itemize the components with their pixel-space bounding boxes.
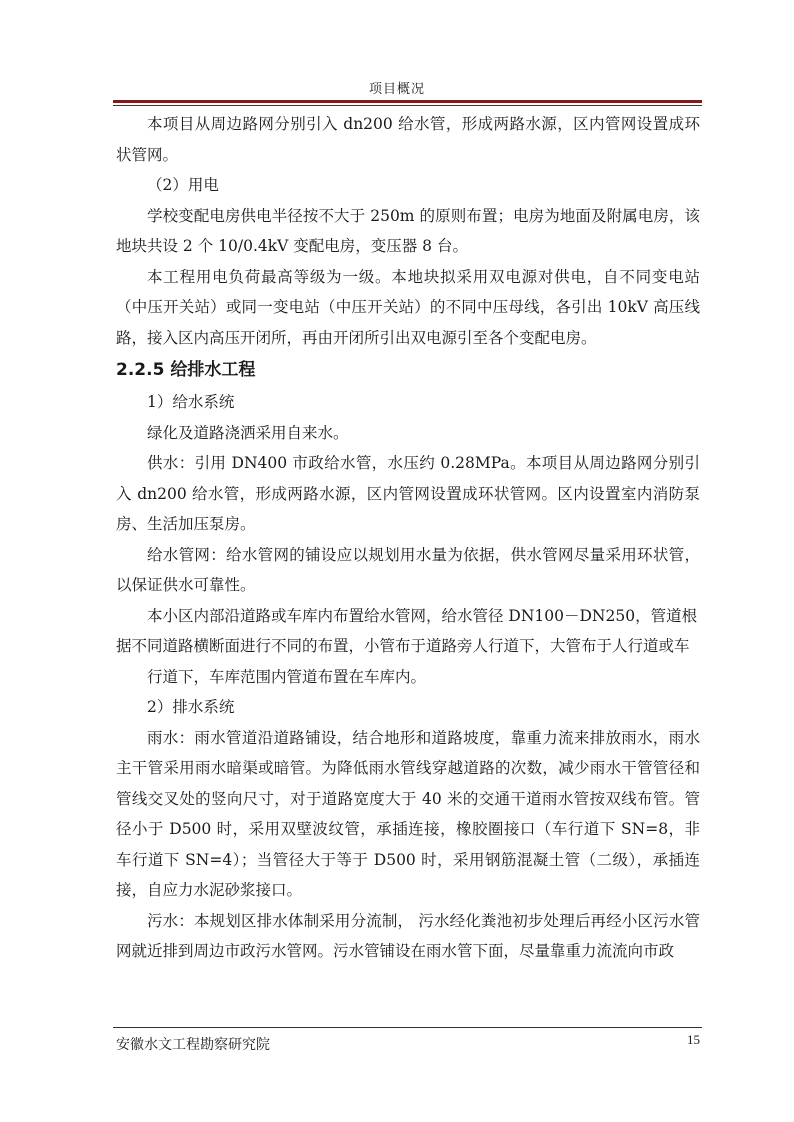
header-rule-thin — [113, 105, 702, 106]
subsection-label: 2）排水系统 — [147, 698, 235, 716]
footer-rule — [113, 1027, 702, 1028]
subsection-label: （2）用电 — [147, 176, 219, 194]
header-rule-thick — [113, 100, 702, 103]
paragraph: 给水管网：给水管网的铺设应以规划用水量为依据，供水管网尽量采用环状管，以保证供水可靠性。 — [116, 545, 700, 594]
paragraph: 供水：引用 DN400 市政给水管，水压约 0.28MPa。本项目从周边路网分别引入 dn200 给水管，形成两路水源，区内管网设置成环状管网。区内设置室内消防泵房、生活加压泵房。 — [116, 454, 700, 533]
subsection-label: 1）给水系统 — [147, 393, 235, 411]
paragraph: 本工程用电负荷最高等级为一级。本地块拟采用双电源对供电，自不同变电站（中压开关站）或同一变电站（中压开关站）的不同中压母线，各引出 10kV 高压线路，接入区内高压开闭所，再由开闭所引出双电源引至各个变配电房。 — [116, 267, 700, 347]
section-heading: 2.2.5 给排水工程 — [116, 360, 256, 380]
footer-organization: 安徽水文工程勘察研究院 — [116, 1037, 270, 1053]
paragraph: 本项目从周边路网分别引入 dn200 给水管，形成两路水源，区内管网设置成环状管网。 — [116, 115, 700, 164]
body-content — [116, 109, 700, 967]
running-header: 项目概况 — [368, 82, 425, 97]
page-number: 15 — [687, 1032, 700, 1047]
paragraph: 雨水：雨水管道沿道路铺设，结合地形和道路坡度，靠重力流来排放雨水，雨水主干管采用雨水暗渠或暗管。为降低雨水管线穿越道路的次数，减少雨水干管管径和管线交叉处的竖向尺寸，对于道路宽度大于 40 米的交通干道雨水管按双线布管。管径小于 D500 时，采用双壁波纹管，承插连接，橡胶圈接口（车行道下 SN=8，非车行道下 SN=4）；当管径大于等于 D500 时，采用钢筋混凝土管（二级），承插连接，自应力水泥砂浆接口。 — [116, 728, 700, 899]
paragraph: 绿化及道路浇洒采用自来水。 — [147, 423, 349, 442]
paragraph: 据不同道路横断面进行不同的布置，小管布于道路旁人行道下，大管布于人行道或车 — [116, 637, 690, 655]
paragraph: 学校变配电房供电半径按不大于 250m 的原则布置；电房为地面及附属电房，该地块共设 2 个 10/0.4kV 变配电房，变压器 8 台。 — [116, 206, 700, 255]
paragraph: 污水：本规划区排水体制采用分流制， 污水经化粪池初步处理后再经小区污水管网就近排到周边市政污水管网。污水管铺设在雨水管下面，尽量靠重力流流向市政 — [116, 911, 700, 960]
paragraph: 本小区内部沿道路或车库内布置给水管网，给水管径 DN100－DN250，管道根 — [147, 606, 698, 625]
paragraph: 行道下，车库范围内管道布置在车库内。 — [147, 667, 427, 686]
